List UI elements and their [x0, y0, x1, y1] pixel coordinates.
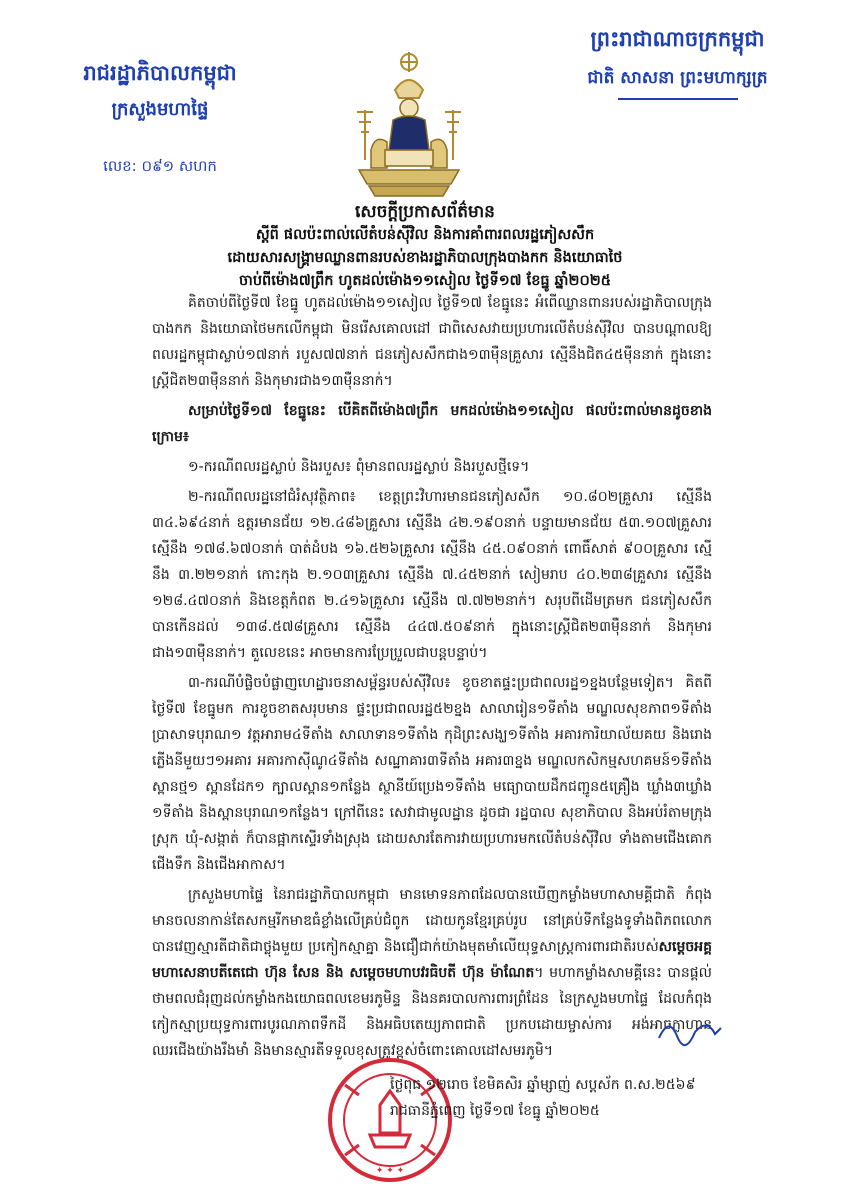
announcement-title — [120, 200, 730, 293]
title-line-1: សេចក្តីប្រកាសព័ត៌មាន — [355, 202, 495, 222]
title-line-3: ដោយសារសង្គ្រាមឈ្លានពានរបស់ខាងរដ្ឋាភិបាលក្រុងបាងកក និងយោធាថៃ — [227, 250, 623, 266]
paragraph-solidarity — [152, 882, 712, 1064]
motto-divider — [618, 98, 738, 100]
leaders-names: សម្តេចអគ្គមហាសេនាបតីតេជោ ហ៊ុន សែន និង សម្តេចមហាបវរធិបតី ហ៊ុន ម៉ាណែត — [152, 939, 712, 981]
title-line-2: ស្តីពី ផលប៉ះពាល់លើតំបន់ស៊ីវិល និងការគាំពារពលរដ្ឋភៀសសឹក — [255, 227, 595, 243]
solidarity-text-a: ក្រសួងមហាផ្ទៃ នៃរាជរដ្ឋាភិបាលកម្ពុជា មានមោទនភាពដែលបានឃើញកម្លាំងមហាសាមគ្គីជាតិ កំពុងមានចលនាកាន់តែសកម្មរីកមាឌធំខ្លាំងលើគ្រប់ជំពូក ដោយកូនខ្មែរគ្រប់រូប នៅគ្រប់ទីកន្លែងទូទាំងពិភពលោក បានវេញស្មារតីជាតិជាថ្លុងមួយ ប្រកៀកស្មាគ្នា និងជឿជាក់យ៉ាងមុតមាំលើយុទ្ធសាស្ត្រការពារជាតិរបស់ — [152, 887, 712, 955]
svg-text:✦ ✦ ✦: ✦ ✦ ✦ — [375, 1166, 405, 1176]
signature-icon — [655, 1010, 725, 1050]
solidarity-text-c: ។ មហាកម្លាំងសាមគ្គីនេះ បានផ្តល់ថាមពលជំរុញដល់កម្លាំងកងយោធពលខេមរភូមិន្ទ និងនគរបាលការពារព្រំដែន នៃក្រសួងមហាផ្ទៃ ដែលកំពុងកៀកស្មាប្រយុទ្ធការពារបូរណភាពទឹកដី និងអធិបតេយ្យភាពជាតិ ប្រកបដោយម្ចាស់ការ អង់អាចក្លាហាន ឈរជើងយ៉ាងរឹងមាំ និងមានស្មារតីទទួលខុសត្រូវខ្ពស់ចំពោះគោលដៅសមរភូមិ។ — [152, 965, 712, 1059]
left-header — [60, 58, 260, 178]
government-name: រាជរដ្ឋាភិបាលកម្ពុជា — [83, 61, 237, 85]
document-footer — [390, 1072, 750, 1124]
royal-emblem-icon — [335, 50, 483, 200]
paragraph-summary: គិតចាប់ពីថ្ងៃទី៧ ខែធ្នូ ហូតដល់ម៉ោង១១សៀល ថ្ងៃទី១៧ ខែធ្នូនេះ អំពើឈ្លានពានរបស់រដ្ឋាភិបាលក្រុងបាងកក និងយោធាថៃមកលើកម្ពុជា មិនរើសគោលដៅ ជាពិសេសវាយប្រហារលើតំបន់ស៊ីវិល បានបណ្តាលឱ្យពលរដ្ឋកម្ពុជាស្លាប់១៧នាក់ របួស៧៧នាក់ ជនភៀសសឹកជាង១៣ម៉ឺនគ្រួសារ ស្មើនឹងជិត៤៥ម៉ឺននាក់ ក្នុងនោះស្ត្រីជិត២៣ម៉ឺននាក់ និងកុមារជាង១៣ម៉ឺននាក់។ — [152, 295, 712, 389]
paragraph-infrastructure: ៣-ករណីបំផ្លិចបំផ្លាញហេដ្ឋារចនាសម្ព័ន្ធរបស់ស៊ីវិល៖ ខូចខាតផ្ទះប្រជាពលរដ្ឋ១ខ្នងបន្ថែមទៀត។ គិតពីថ្ងៃទី៧ ខែធ្នូមក ការខូចខាតសរុបមាន ផ្ទះប្រជាពលរដ្ឋ៥២ខ្នង សាលារៀន១ទីតាំង មណ្ឌលសុខភាព១ទីតាំង ប្រាសាទបុរាណ១ វត្តអារាម៤ទីតាំង សាលាទាន១ទីតាំង កុដិព្រះសង្ឃ១ទីតាំង អគារការិយាល័យគយ និងរោងភ្លើងនីមួយៗ១អគារ អគារកាស៊ីណូ៤ទីតាំង សណ្ឋាគារ៣ទីតាំង អគារ៣ខ្នង មណ្ឌលកសិកម្មសហគមន៍១ទីតាំង ស្ពានថ្ម១ ស្ពានដែក១ ក្បាលស្ពាន១កន្លែង ស្ថានីយ៍ប្រេង១ទីតាំង មធ្យោបាយដឹកជញ្ជូន៥គ្រឿង ឃ្លាំង៣ឃ្លាំង ១ទីតាំង និងស្ពានបុរាណ១កន្លែង។ ក្រៅពីនេះ សេវាជាមូលដ្ឋាន ដូចជា រដ្ឋបាល សុខាភិបាល និងអប់រំតាមក្រុង ស្រុក ឃុំ-សង្កាត់ ក៏បានផ្អាកស្ទើរទាំងស្រុង ដោយសារតែការវាយប្រហារមកលើតំបន់ស៊ីវិល ទាំងតាមជើងគោក ជើងទឹក និងជើងអាកាស។ — [152, 675, 712, 873]
paragraph-casualties: ១-ករណីពលរដ្ឋស្លាប់ និងរបួស៖ ពុំមានពលរដ្ឋស្លាប់ និងរបួសថ្មីទេ។ — [188, 459, 530, 475]
doc-number: លេខ: ០៩១ សហក — [103, 157, 217, 175]
right-header — [555, 24, 800, 100]
paragraph-today-intro: សម្រាប់ថ្ងៃទី១៧ ខែធ្នូនេះ បើគិតពីម៉ោង៧ព្រឹក មកដល់ម៉ោង១១សៀល ផលប៉ះពាល់មានដូចខាងក្រោម៖ — [152, 403, 712, 445]
announcement-body — [152, 290, 712, 1068]
kingdom-name: ព្រះរាជាណាចក្រកម្ពុជា — [590, 27, 765, 51]
title-line-4: ចាប់ពីម៉ោង៧ព្រឹក ហូតដល់ម៉ោង១១សៀល ថ្ងៃទី១៧ ខែធ្នូ ឆ្នាំ២០២៥ — [239, 273, 611, 289]
solar-date: រាជធានីភ្នំពេញ ថ្ងៃទី១៧ ខែធ្នូ ឆ្នាំ២០២៥ — [390, 1103, 600, 1119]
lunar-date: ថ្ងៃពុធ ១២រោច ខែមិគសិរ ឆ្នាំម្សាញ់ សប្តស័ក ព.ស.២៥៦៩ — [390, 1077, 696, 1093]
national-motto: ជាតិ សាសនា ព្រះមហាក្សត្រ — [587, 68, 768, 88]
paragraph-displaced: ២-ករណីពលរដ្ឋនៅជំរំសុវត្ថិភាព៖ ខេត្តព្រះវិហារមានជនភៀសសឹក ១០.៨០២គ្រួសារ ស្មើនឹង ៣៤.៦៩៤នាក់ ឧត្តរមានជ័យ ១២.៤៨៦គ្រួសារ ស្មើនឹង ៤២.១៩០នាក់ បន្ទាយមានជ័យ ៥៣.១០៧គ្រួសារ ស្មើនឹង ១៧៨.៦៧០នាក់ បាត់ដំបង ១៦.៥២៦គ្រួសារ ស្មើនឹង ៤៥.០៩០នាក់ ពោធិ៍សាត់ ៩០០គ្រួសារ ស្មើនឹង ៣.២២១នាក់ កោះកុង ២.១០៣គ្រួសារ ស្មើនឹង ៧.៤៥២នាក់ សៀមរាប ៤០.២៣៨គ្រួសារ ស្មើនឹង ១២៨.៤៧០នាក់ និងខេត្តកំពត ២.៤១៦គ្រួសារ ស្មើនឹង ៧.៧២២នាក់។ សរុបពីដើមត្រមក ជនភៀសសឹកបានកើនដល់ ១៣៨.៥៧៨គ្រួសារ ស្មើនឹង ៤៤៧.៥០៩នាក់ ក្នុងនោះស្ត្រីជិត២៣ម៉ឺននាក់ និងកុមារជាង១៣ម៉ឺននាក់។ តួលេខនេះ អាចមានការប្រែប្រួលជាបន្តបន្ទាប់។ — [152, 489, 712, 661]
ministry-name: ក្រសួងមហាផ្ទៃ — [111, 99, 209, 120]
